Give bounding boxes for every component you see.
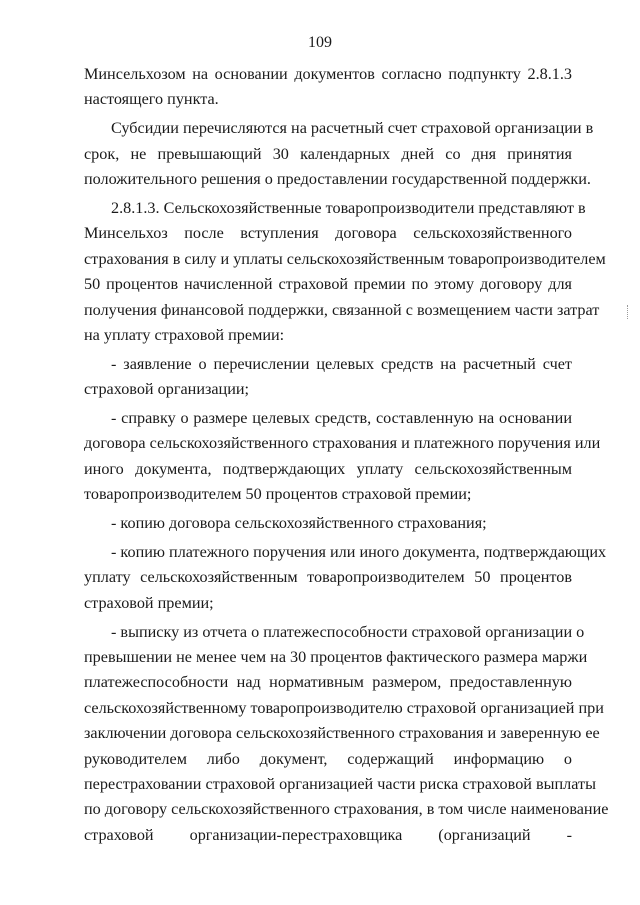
text-line: страхования в силу и уплаты сельскохозяйственным товаропроизводителем <box>84 249 606 268</box>
text-line: страховой организации; <box>84 380 250 399</box>
text-line: Минсельхозом на основании документов согласно подпункту 2.8.1.3 <box>84 65 572 83</box>
text-line: по договору сельскохозяйственного страхования, в том числе наименование <box>84 800 609 819</box>
document-body-text <box>84 62 609 848</box>
text-line: договора сельскохозяйственного страхования и платежного поручения или <box>84 434 601 453</box>
text-line: настоящего пункта. <box>84 90 219 109</box>
text-line: страховой организации-перестраховщика (организаций - <box>84 825 572 844</box>
text-line: превышении не менее чем на 30 процентов фактического размера маржи <box>84 648 588 667</box>
text-line: Субсидии перечисляются на расчетный счет страховой организации в <box>111 119 594 138</box>
text-line: уплату сельскохозяйственным товаропроизводителем 50 процентов <box>84 568 572 587</box>
text-line: заключении договора сельскохозяйственного страхования и заверенную ее <box>84 724 600 743</box>
text-line: срок, не превышающий 30 календарных дней со дня принятия <box>84 144 572 163</box>
text-line: 50 процентов начисленной страховой премии по этому договору для <box>84 275 572 294</box>
text-line: товаропроизводителем 50 процентов страховой премии; <box>84 485 472 504</box>
text-line: сельскохозяйственному товаропроизводителю страховой организацией при <box>84 698 604 717</box>
text-line: - копию платежного поручения или иного документа, подтверждающих <box>111 543 607 562</box>
text-line: перестраховании страховой организацией части риска страховой выплаты <box>84 775 596 794</box>
margin-scan-mark <box>627 305 630 319</box>
text-line: получения финансовой поддержки, связанной с возмещением части затрат <box>84 300 600 319</box>
text-line: - справку о размере целевых средств, составленную на основании <box>111 409 572 428</box>
text-line: - выписку из отчета о платежеспособности страховой организации о <box>111 622 585 641</box>
text-line: 2.8.1.3. Сельскохозяйственные товаропроизводители представляют в <box>111 198 586 217</box>
text-line: - заявление о перечислении целевых средств на расчетный счет <box>111 354 572 373</box>
text-line: иного документа, подтверждающих уплату сельскохозяйственным <box>84 459 572 478</box>
text-line: страховой премии; <box>84 593 214 612</box>
text-line: руководителем либо документ, содержащий информацию о <box>84 749 572 768</box>
text-line: платежеспособности над нормативным размером, предоставленную <box>84 673 572 692</box>
text-line: - копию договора сельскохозяйственного страхования; <box>111 514 487 533</box>
text-line: положительного решения о предоставлении государственной поддержки. <box>84 170 591 189</box>
text-line: Минсельхоз после вступления договора сельскохозяйственного <box>84 224 572 243</box>
page-number: 109 <box>308 34 332 51</box>
text-line: на уплату страховой премии: <box>84 325 285 344</box>
